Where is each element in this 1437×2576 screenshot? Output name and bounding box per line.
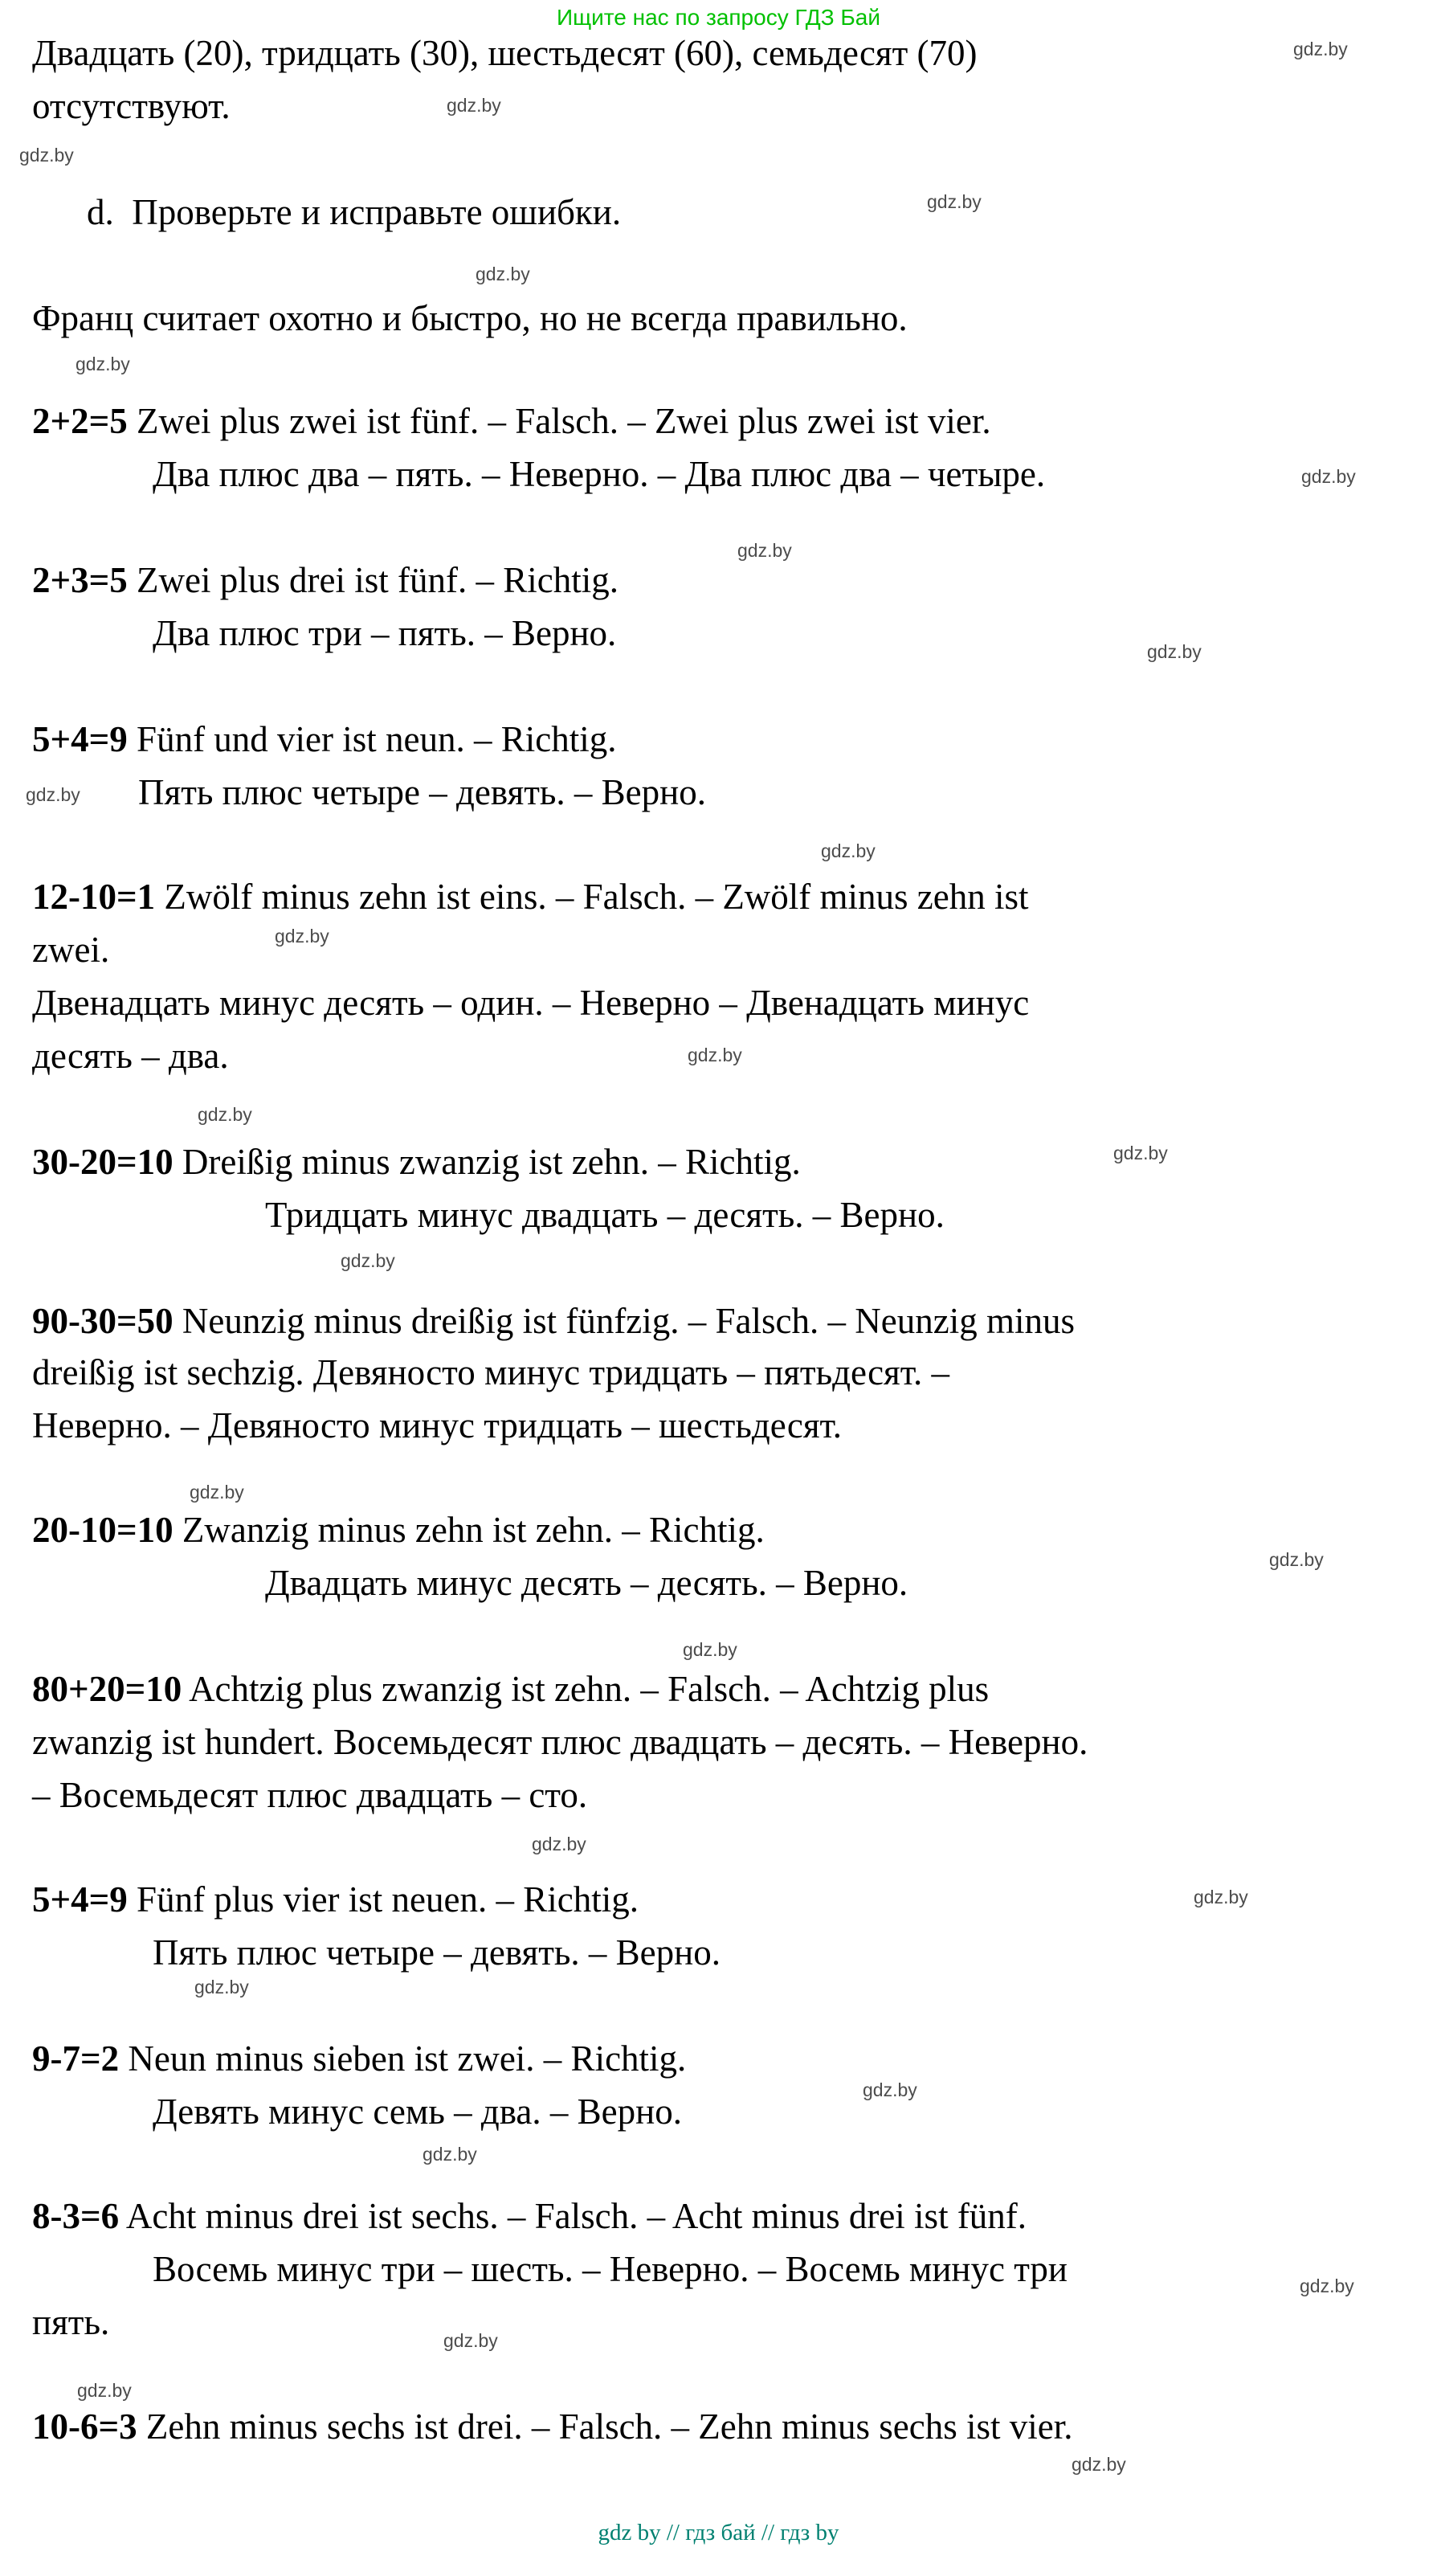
equation-bold: 8-3=6 bbox=[32, 2196, 120, 2236]
watermark-gdzby: gdz.by bbox=[1293, 39, 1348, 59]
watermark-gdzby: gdz.by bbox=[1269, 1549, 1324, 1570]
watermark-gdzby: gdz.by bbox=[190, 1482, 244, 1503]
equation-bold: 2+3=5 bbox=[32, 560, 128, 600]
watermark-gdzby: gdz.by bbox=[1194, 1887, 1248, 1907]
equation-bold: 10-6=3 bbox=[32, 2406, 137, 2447]
text-line: отсутствуют. bbox=[32, 86, 231, 126]
exercise-line: 5+4=9 Fünf und vier ist neun. – Richtig. bbox=[32, 719, 617, 759]
watermark-gdzby: gdz.by bbox=[1147, 641, 1202, 662]
watermark-gdzby: gdz.by bbox=[1072, 2454, 1126, 2475]
text-line: Два плюс два – пять. – Неверно. – Два плюс два – четыре. bbox=[153, 454, 1046, 494]
text-line: Двадцать минус десять – десять. – Верно. bbox=[265, 1563, 908, 1603]
watermark-gdzby: gdz.by bbox=[443, 2330, 498, 2351]
text-line: Двенадцать минус десять – один. – Неверно – Двенадцать минус bbox=[32, 983, 1030, 1023]
equation-bold: 80+20=10 bbox=[32, 1669, 182, 1709]
watermark-gdzby: gdz.by bbox=[532, 1834, 586, 1854]
exercise-line: 5+4=9 Fünf plus vier ist neuen. – Richtig. bbox=[32, 1879, 639, 1920]
exercise-line: 2+2=5 Zwei plus zwei ist fünf. – Falsch. – Zwei plus zwei ist vier. bbox=[32, 401, 991, 441]
watermark-gdzby: gdz.by bbox=[1113, 1143, 1168, 1163]
text-line: Франц считает охотно и быстро, но не всегда правильно. bbox=[32, 298, 908, 338]
exercise-line: 90-30=50 Neunzig minus dreißig ist fünfzig. – Falsch. – Neunzig minus bbox=[32, 1301, 1075, 1341]
text-line: Восемь минус три – шесть. – Неверно. – Восемь минус три bbox=[153, 2249, 1068, 2289]
text-line: пять. bbox=[32, 2302, 110, 2342]
watermark-gdzby: gdz.by bbox=[423, 2144, 477, 2165]
equation-bold: 90-30=50 bbox=[32, 1301, 174, 1341]
text-line: – Восемьдесят плюс двадцать – сто. bbox=[32, 1775, 588, 1815]
watermark-gdzby: gdz.by bbox=[194, 1977, 249, 1997]
exercise-line: 12-10=1 Zwölf minus zehn ist eins. – Falsch. – Zwölf minus zehn ist bbox=[32, 877, 1029, 917]
watermark-gdzby: gdz.by bbox=[683, 1639, 737, 1660]
exercise-line: 10-6=3 Zehn minus sechs ist drei. – Falsch. – Zehn minus sechs ist vier. bbox=[32, 2406, 1073, 2447]
watermark-gdzby: gdz.by bbox=[1301, 466, 1356, 487]
exercise-line: 9-7=2 Neun minus sieben ist zwei. – Richtig. bbox=[32, 2038, 687, 2079]
watermark-gdzby: gdz.by bbox=[77, 2380, 132, 2401]
exercise-line: 30-20=10 Dreißig minus zwanzig ist zehn. – Richtig. bbox=[32, 1142, 801, 1182]
equation-bold: 30-20=10 bbox=[32, 1142, 174, 1182]
exercise-line: 8-3=6 Acht minus drei ist sechs. – Falsch. – Acht minus drei ist fünf. bbox=[32, 2196, 1027, 2236]
watermark-gdzby: gdz.by bbox=[275, 926, 329, 947]
text-line: десять – два. bbox=[32, 1036, 229, 1076]
header-notice: Ищите нас по запросу ГДЗ Бай bbox=[556, 5, 881, 30]
watermark-gdzby: gdz.by bbox=[737, 540, 792, 561]
text-line: Девять минус семь – два. – Верно. bbox=[153, 2091, 682, 2132]
text-line: Пять плюс четыре – девять. – Верно. bbox=[153, 1932, 721, 1973]
watermark-gdzby: gdz.by bbox=[447, 95, 501, 116]
text-line: Два плюс три – пять. – Верно. bbox=[153, 613, 617, 653]
watermark-gdzby: gdz.by bbox=[821, 840, 876, 861]
text-line: Пять плюс четыре – девять. – Верно. bbox=[138, 772, 706, 812]
text-line: zwanzig ist hundert. Восемьдесят плюс двадцать – десять. – Неверно. bbox=[32, 1722, 1088, 1762]
watermark-gdzby: gdz.by bbox=[1300, 2275, 1354, 2296]
equation-bold: 9-7=2 bbox=[32, 2038, 120, 2079]
equation-bold: 2+2=5 bbox=[32, 401, 128, 441]
watermark-gdzby: gdz.by bbox=[927, 191, 982, 212]
watermark-gdzby: gdz.by bbox=[688, 1045, 742, 1065]
equation-bold: 20-10=10 bbox=[32, 1510, 174, 1550]
text-line: Неверно. – Девяносто минус тридцать – шестьдесят. bbox=[32, 1405, 843, 1445]
watermark-gdzby: gdz.by bbox=[863, 2079, 917, 2100]
text-line: Тридцать минус двадцать – десять. – Верно. bbox=[265, 1195, 945, 1235]
watermark-gdzby: gdz.by bbox=[341, 1250, 395, 1271]
text-line: Двадцать (20), тридцать (30), шестьдесят (60), семьдесят (70) bbox=[32, 33, 978, 73]
text-line: zwei. bbox=[32, 930, 110, 970]
equation-bold: 5+4=9 bbox=[32, 719, 128, 759]
exercise-line: 2+3=5 Zwei plus drei ist fünf. – Richtig. bbox=[32, 560, 618, 600]
watermark-gdzby: gdz.by bbox=[476, 264, 530, 284]
equation-bold: 5+4=9 bbox=[32, 1879, 128, 1920]
watermark-gdzby: gdz.by bbox=[26, 784, 80, 805]
watermark-gdzby: gdz.by bbox=[19, 145, 74, 166]
watermark-gdzby: gdz.by bbox=[198, 1104, 252, 1125]
watermark-gdzby: gdz.by bbox=[76, 354, 130, 374]
exercise-line: 20-10=10 Zwanzig minus zehn ist zehn. – Richtig. bbox=[32, 1510, 765, 1550]
footer-branding: gdz by // гдз бай // гдз by bbox=[598, 2520, 839, 2545]
equation-bold: 12-10=1 bbox=[32, 877, 156, 917]
exercise-line: 80+20=10 Achtzig plus zwanzig ist zehn. – Falsch. – Achtzig plus bbox=[32, 1669, 990, 1709]
text-line: d. Проверьте и исправьте ошибки. bbox=[87, 192, 622, 232]
text-line: dreißig ist sechzig. Девяносто минус тридцать – пятьдесят. – bbox=[32, 1352, 950, 1392]
